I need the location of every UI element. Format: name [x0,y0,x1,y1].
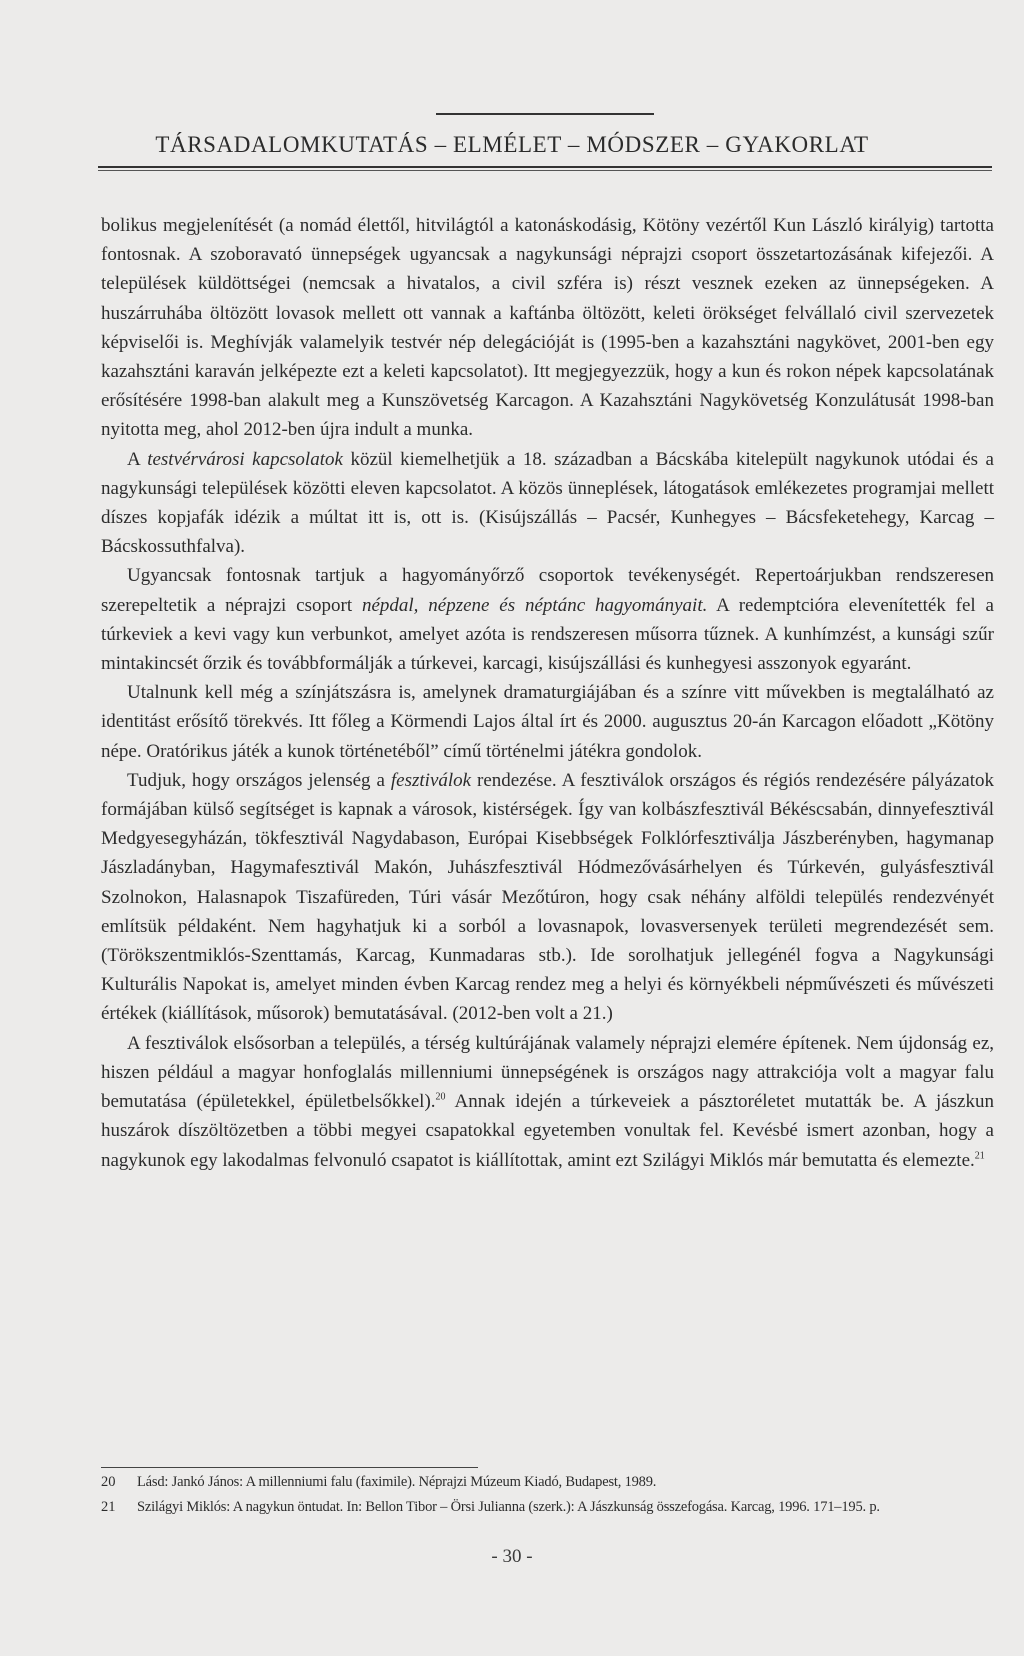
paragraph-text: A [127,448,148,470]
paragraph-text: Annak idején a túrkeveiek a pásztoréletet mutatták be. A jászkun huszárok díszöltözetben a többi megyei csapatokkal egyetemben vonultak fel. Kevésbé ismert azonban, hogy a nagykunok egy lakodalmas felvonuló csapatot is kiállítottak, amint ezt Szilágyi Miklós már bemutatta és elemezte. [101,1091,994,1171]
paragraph [101,766,994,1029]
body-text [101,211,994,1175]
paragraph-text: közül kiemelhetjük a 18. században a Bácskába kitelepült nagykunok utódai és a nagykunsági települések közötti eleven kapcsolatot. A közös ünneplések, látogatások emlékezetes programjai mellett díszes kopjafák idézik a múltat itt is, ott is. (Kisújszállás – Pacsér, Kunhegyes – Bácsfeketehegy, Karcag – Bácskossuthfalva). [101,448,994,558]
paragraph [101,445,994,562]
paragraph [101,1029,994,1175]
footnote-rule [101,1467,478,1468]
paragraph-text: Tudjuk, hogy országos jelenség a [127,769,391,791]
footnote-text: Lásd: Jankó János: A millenniumi falu (faximile). Néprajzi Múzeum Kiadó, Budapest, 1989. [137,1474,657,1490]
paragraph [101,561,994,678]
paragraph-text: A redemptcióra elevenítették fel a túrkeviek a kevi vagy kun verbunkot, amelyet azóta is rendszeresen műsorra tűznek. A kunhímzést, a kunsági szűr mintakincsét őrzik és továbbformálják a túrkevei, karcagi, kisújszállási és kunhegyesi asszonyok egyaránt. [101,594,994,675]
footnote-number: 21 [101,1499,116,1515]
paragraph-text: Ugyancsak fontosnak tartjuk a hagyományőrző csoportok tevékenységét. Repertoárjukban rendszeresen szerepeltetik a néprajzi csoport [101,565,994,616]
paragraph [101,211,994,445]
paragraph-text: Utalnunk kell még a színjátszásra is, amelynek dramaturgiájában és a színre vitt művekben is megtalálható az identitást erősítő törekvés. Itt főleg a Körmendi Lajos által írt és 2000. augusztus 20-án Karcagon előadott „Kötöny népe. Oratórikus játék a kunok történetéből” című történelmi játékra gondolok. [101,682,994,762]
footnote-number: 20 [101,1474,116,1490]
footnote-ref-21[interactable]: 21 [974,1150,985,1162]
paragraph [101,678,994,766]
footnote-ref-20[interactable]: 20 [435,1091,446,1103]
running-header: TÁRSADALOMKUTATÁS – ELMÉLET – MÓDSZER – GYAKORLAT [155,132,869,157]
emphasis-text: testvérvárosi kapcsolatok [147,448,343,470]
footnote-text: Szilágyi Miklós: A nagykun öntudat. In: Bellon Tibor – Örsi Julianna (szerk.): A Jászkunság összefogása. Karcag, 1996. 171–195. p. [137,1499,880,1515]
header-rule-thin [98,170,992,171]
paragraph-text: bolikus megjelenítését (a nomád élettől, hitvilágtól a katonáskodásig, Kötöny vezértől Kun László királyig) tartotta fontosnak. A szoboravató ünnepségek ugyancsak a nagykunsági néprajzi csoport összetartozásának kifejezői. A települések küldöttségei (nemcsak a hivatalos, a civil szféra is) részt vesznek ezeken az ünnepségeken. A huszárruhába öltözött lovasok mellett ott vannak a kaftánba öltözött, keleti örökséget felvállaló civil szervezetek képviselői is. Meghívják valamelyik testvér nép delegációját is (1995-ben a kazahsztáni nagykövet, 2001-ben egy kazahsztáni karaván jelképezte ezt a keleti kapcsolatot). Itt megjegyezzük, hogy a kun és rokon népek kapcsolatának erősítésére 1998-ban alakult meg a Kunszövetség Karcagon. A Kazahsztáni Nagykövetség Konzulátusát 1998-ban nyitotta meg, ahol 2012-ben újra indult a munka. [101,215,994,441]
page-number: - 30 - [491,1546,533,1567]
paragraph-text: A fesztiválok elsősorban a település, a térség kultúrájának valamely néprajzi elemére építenek. Nem újdonság ez, hiszen például a magyar honfoglalás millenniumi ünnepségének is országos nagy attrakciója volt a magyar falu bemutatása (épületekkel, épületbelsőkkel). [101,1032,994,1113]
footnote-21 [101,1495,1001,1520]
top-rule [436,113,654,115]
footnotes [101,1470,1001,1520]
emphasis-text: fesztiválok [390,769,472,791]
header-rule [98,166,992,168]
emphasis-text: népdal, népzene és néptánc hagyományait. [361,594,708,616]
footnote-20 [101,1470,1001,1495]
paragraph-text: rendezése. A fesztiválok országos és régiós rendezésére pályázatok formájában külső segítséget is kapnak a városok, kistérségek. Így van kolbászfesztivál Békéscsabán, dinnyefesztivál Medgyesegyházán, tökfesztivál Nagydabason, Európai Kisebbségek Folklórfesztiválja Jászberényben, hagymanap Jászladányban, Hagymafesztivál Makón, Juhászfesztivál Hódmezővásárhelyen és Túrkevén, gulyásfesztivál Szolnokon, Halasnapok Tiszafüreden, Túri vásár Mezőtúron, hogy csak néhány alföldi település rendezvényét említsük példaként. Nem hagyhatjuk ki a sorból a lovasnapok, lovasversenyek területi megrendezését sem. (Törökszentmiklós-Szenttamás, Karcag, Kunmadaras stb.). Ide sorolhatjuk jellegénél fogva a Nagykunsági Kulturális Napokat is, amelyet minden évben Karcag rendez meg a helyi és környékbeli népművészeti és művészeti értékek (kiállítások, műsorok) bemutatásával. (2012-ben volt a 21.) [101,769,994,1025]
